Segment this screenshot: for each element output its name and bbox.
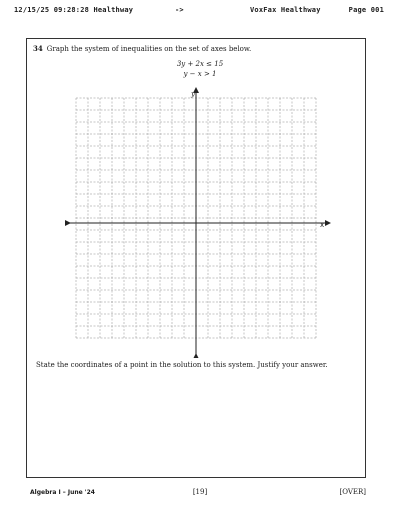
fax-page-number: Page 001 [348,6,384,14]
answer-prompt: State the coordinates of a point in the solution to this system. Justify your answer. [36,361,328,369]
question-prompt [33,44,251,53]
coordinate-grid-area[interactable] [64,86,334,358]
question-number: 34 [33,44,43,53]
fax-recipient: VoxFax Healthway [250,6,321,14]
x-axis-label: x [320,221,325,229]
fax-arrow: -> [175,6,184,14]
y-axis-label: y [191,90,195,98]
question-text: Graph the system of inequalities on the set of axes below. [46,45,252,53]
footer-over: [OVER] [339,488,366,496]
inequality-2: y − x > 1 [183,70,217,78]
footer-exam-name: Algebra I – June '24 [30,489,95,496]
fax-timestamp-sender: 12/15/25 09:28:28 Healthway [14,6,134,14]
coordinate-grid[interactable] [64,86,334,358]
footer-page-number: [19] [192,488,208,496]
inequality-1: 3y + 2x ≤ 15 [176,60,224,68]
fax-header [0,6,400,20]
